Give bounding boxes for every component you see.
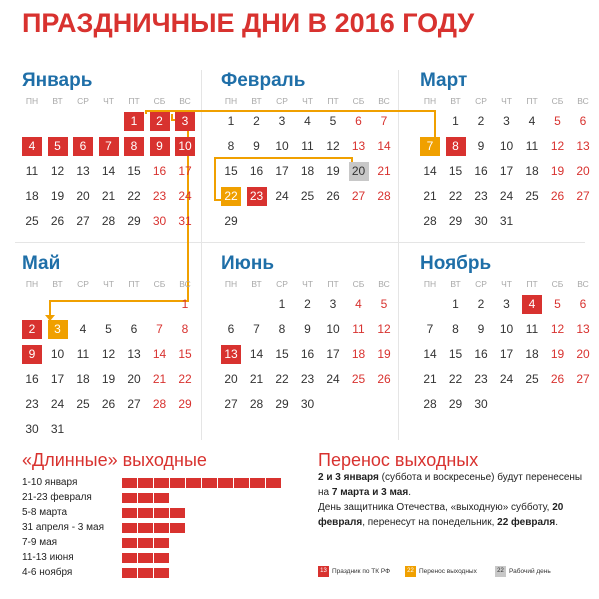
day-cell: 12 xyxy=(550,322,565,336)
weekday-label: ЧТ xyxy=(103,96,114,106)
day-cell: 24 xyxy=(326,372,340,386)
day-cell: 30 xyxy=(152,214,167,228)
day-cell: 3 xyxy=(329,297,337,311)
day-cell: 10 xyxy=(499,322,514,336)
day-cell: 5 xyxy=(105,322,112,336)
day-cell: 29 xyxy=(127,214,141,228)
day-cell: 2 xyxy=(304,297,311,311)
day-cell: 19 xyxy=(101,372,116,386)
day-cell: 12 xyxy=(50,164,65,178)
day-cell: 11 xyxy=(352,322,365,336)
weekday-label: ВТ xyxy=(450,279,461,289)
day-cell: 15 xyxy=(275,347,289,361)
day-cell: 28 xyxy=(377,189,391,203)
month-name: Февраль xyxy=(221,70,306,91)
day-cell: 1 xyxy=(452,297,459,311)
long-weekend-day-block xyxy=(122,478,137,488)
weekday-label: ВТ xyxy=(251,279,262,289)
day-cell: 17 xyxy=(50,372,65,386)
weekday-label: СБ xyxy=(352,96,365,106)
weekday-label: ПН xyxy=(25,279,39,289)
day-cell: 4 xyxy=(522,295,542,314)
long-weekend-day-block xyxy=(250,478,265,488)
day-cell: 21 xyxy=(377,164,391,178)
legend-text: Праздник по ТК РФ xyxy=(332,568,391,575)
day-cell: 22 xyxy=(275,372,289,386)
day-cell: 13 xyxy=(576,139,590,153)
day-cell: 15 xyxy=(448,347,463,361)
day-cell: 28 xyxy=(152,397,167,411)
long-weekend-label: 21-23 февраля xyxy=(22,492,92,503)
day-cell: 24 xyxy=(499,189,514,203)
day-cell: 27 xyxy=(576,372,590,386)
day-cell: 1 xyxy=(124,112,144,131)
weekday-label: ВТ xyxy=(450,96,461,106)
long-weekend-day-block xyxy=(122,493,137,503)
weekday-label: ВТ xyxy=(52,279,63,289)
long-weekends-title: «Длинные» выходные xyxy=(22,450,207,470)
day-cell: 15 xyxy=(448,164,463,178)
weekday-label: ПН xyxy=(25,96,39,106)
day-cell: 9 xyxy=(304,322,311,336)
day-cell: 8 xyxy=(452,322,459,336)
day-cell: 19 xyxy=(50,189,65,203)
day-cell: 18 xyxy=(525,164,539,178)
day-cell: 1 xyxy=(278,297,286,311)
day-cell: 12 xyxy=(550,139,565,153)
day-cell: 13 xyxy=(76,164,90,178)
long-weekend-day-block xyxy=(154,568,169,578)
day-cell: 2 xyxy=(253,114,260,128)
day-cell: 30 xyxy=(474,397,488,411)
transfer-title: Перенос выходных xyxy=(318,450,479,470)
transfer-text xyxy=(318,470,588,530)
day-cell: 24 xyxy=(499,372,514,386)
weekday-header xyxy=(221,96,390,108)
day-cell: 13 xyxy=(351,139,366,153)
weekday-label: СР xyxy=(475,96,487,106)
weekday-label: СБ xyxy=(352,279,365,289)
day-cell: 31 xyxy=(178,214,192,228)
weekday-label: ВТ xyxy=(52,96,63,106)
day-cell: 3 xyxy=(175,112,195,131)
day-cell: 28 xyxy=(249,397,264,411)
day-cell: 23 xyxy=(247,187,267,206)
day-cell: 13 xyxy=(127,347,141,361)
day-cell: 26 xyxy=(326,189,340,203)
day-cell: 26 xyxy=(550,189,565,203)
day-cell: 27 xyxy=(224,397,238,411)
month-name: Ноябрь xyxy=(420,253,492,274)
weekday-label: СБ xyxy=(153,279,166,289)
day-cell: 7 xyxy=(380,114,388,128)
weekday-label: ВС xyxy=(179,96,191,106)
day-cell: 31 xyxy=(50,422,65,436)
day-cell: 17 xyxy=(275,164,289,178)
day-cell: 15 xyxy=(127,164,141,178)
long-weekend-day-block xyxy=(138,508,153,518)
day-cell: 1 xyxy=(452,114,459,128)
day-cell: 23 xyxy=(152,189,167,203)
day-cell: 17 xyxy=(326,347,340,361)
day-cell: 18 xyxy=(300,164,315,178)
day-cell: 16 xyxy=(152,164,167,178)
day-cell: 29 xyxy=(448,397,463,411)
long-weekend-day-block xyxy=(122,553,137,563)
day-cell: 27 xyxy=(351,189,366,203)
day-cell: 6 xyxy=(355,114,362,128)
long-weekend-day-block xyxy=(154,493,169,503)
page-title: ПРАЗДНИЧНЫЕ ДНИ В 2016 ГОДУ xyxy=(22,8,475,38)
day-cell: 3 xyxy=(503,297,510,311)
day-cell: 9 xyxy=(477,139,485,153)
day-cell: 20 xyxy=(576,164,590,178)
day-cell: 25 xyxy=(351,372,366,386)
legend-swatch: 13 xyxy=(318,566,329,577)
day-cell: 29 xyxy=(448,214,463,228)
day-cell: 17 xyxy=(499,347,514,361)
long-weekend-label: 31 апреля - 3 мая xyxy=(22,522,104,533)
long-weekend-day-block xyxy=(186,478,201,488)
day-cell: 27 xyxy=(76,214,90,228)
day-cell: 12 xyxy=(377,322,391,336)
day-cell: 28 xyxy=(423,397,437,411)
weekday-header xyxy=(22,279,191,291)
day-cell: 7 xyxy=(426,322,434,336)
day-cell: 26 xyxy=(377,372,391,386)
long-weekend-day-block xyxy=(234,478,249,488)
day-cell: 8 xyxy=(181,322,189,336)
day-cell: 25 xyxy=(76,397,90,411)
day-cell: 14 xyxy=(152,347,167,361)
day-cell: 21 xyxy=(249,372,264,386)
day-cell: 6 xyxy=(579,297,587,311)
legend-text: Рабочий день xyxy=(509,568,551,575)
day-cell: 1 xyxy=(227,114,235,128)
day-cell: 5 xyxy=(554,297,561,311)
weekday-header xyxy=(22,96,191,108)
day-cell: 20 xyxy=(127,372,141,386)
day-cell: 29 xyxy=(178,397,192,411)
transfer-paragraph-1: 2 и 3 января (суббота и воскресенье) будут перенесены на 7 марта и 3 мая. xyxy=(318,472,583,498)
day-cell: 10 xyxy=(275,139,289,153)
day-cell: 5 xyxy=(48,137,68,156)
day-cell: 2 xyxy=(477,297,485,311)
day-cell: 14 xyxy=(423,347,437,361)
long-weekend-day-block xyxy=(138,478,153,488)
day-cell: 26 xyxy=(50,214,65,228)
weekday-label: ПТ xyxy=(526,279,538,289)
day-cell: 9 xyxy=(150,137,170,156)
day-cell: 28 xyxy=(101,214,116,228)
weekday-label: ЧТ xyxy=(103,279,114,289)
day-cell: 19 xyxy=(326,164,340,178)
day-cell: 2 xyxy=(477,114,485,128)
day-cell: 21 xyxy=(423,372,437,386)
day-cell: 9 xyxy=(22,345,42,364)
month-name: Январь xyxy=(22,70,93,91)
long-weekend-day-block xyxy=(138,493,153,503)
long-weekend-day-block xyxy=(122,538,137,548)
legend-text: Перенос выходных xyxy=(419,568,477,575)
weekday-label: ВС xyxy=(577,96,589,106)
day-cell: 12 xyxy=(326,139,340,153)
day-cell: 18 xyxy=(76,372,90,386)
day-cell: 21 xyxy=(101,189,116,203)
weekday-label: ЧТ xyxy=(302,96,313,106)
day-cell: 6 xyxy=(130,322,138,336)
weekday-header xyxy=(420,279,589,291)
long-weekend-day-block xyxy=(154,478,169,488)
long-weekend-day-block xyxy=(154,523,169,533)
month-name: Май xyxy=(22,253,61,274)
long-weekend-day-block xyxy=(122,523,137,533)
weekday-label: СР xyxy=(276,96,288,106)
weekday-label: СР xyxy=(77,279,89,289)
weekday-label: ВС xyxy=(378,279,390,289)
day-cell: 30 xyxy=(300,397,315,411)
day-cell: 17 xyxy=(499,164,514,178)
day-cell: 24 xyxy=(275,189,289,203)
day-cell: 19 xyxy=(550,164,565,178)
day-cell: 25 xyxy=(525,372,539,386)
day-cell: 11 xyxy=(525,322,539,336)
day-cell: 11 xyxy=(76,347,90,361)
day-cell: 30 xyxy=(474,214,488,228)
day-cell: 25 xyxy=(525,189,539,203)
weekday-label: СР xyxy=(77,96,89,106)
day-cell: 20 xyxy=(76,189,90,203)
day-cell: 29 xyxy=(224,214,238,228)
day-cell: 24 xyxy=(50,397,65,411)
weekday-label: СБ xyxy=(551,279,564,289)
day-cell: 8 xyxy=(278,322,286,336)
day-cell: 14 xyxy=(377,139,391,153)
day-cell: 10 xyxy=(50,347,65,361)
long-weekend-day-block xyxy=(138,538,153,548)
day-cell: 23 xyxy=(474,372,488,386)
day-cell: 2 xyxy=(22,320,42,339)
weekday-label: ВС xyxy=(179,279,191,289)
day-cell: 27 xyxy=(127,397,141,411)
long-weekend-label: 1-10 января xyxy=(22,477,78,488)
day-cell: 18 xyxy=(25,189,39,203)
long-weekend-day-block xyxy=(266,478,281,488)
long-weekend-day-block xyxy=(218,478,233,488)
long-weekend-day-block xyxy=(154,553,169,563)
day-cell: 4 xyxy=(304,114,311,128)
long-weekend-day-block xyxy=(170,508,185,518)
day-cell: 24 xyxy=(178,189,192,203)
long-weekend-day-block xyxy=(154,538,169,548)
long-weekend-label: 5-8 марта xyxy=(22,507,68,518)
day-cell: 16 xyxy=(25,372,39,386)
weekday-label: ВС xyxy=(577,279,589,289)
day-cell: 20 xyxy=(576,347,590,361)
weekday-label: ПТ xyxy=(128,279,140,289)
day-cell: 25 xyxy=(25,214,39,228)
weekday-label: СР xyxy=(475,279,487,289)
day-cell: 28 xyxy=(423,214,437,228)
day-cell: 4 xyxy=(355,297,362,311)
day-cell: 14 xyxy=(249,347,264,361)
weekday-label: ПН xyxy=(224,96,238,106)
day-cell: 29 xyxy=(275,397,289,411)
weekday-label: СБ xyxy=(153,96,166,106)
day-cell: 23 xyxy=(25,397,39,411)
day-cell: 3 xyxy=(278,114,286,128)
long-weekend-day-block xyxy=(170,523,185,533)
weekday-label: ПН xyxy=(224,279,238,289)
long-weekend-day-block xyxy=(138,568,153,578)
day-cell: 7 xyxy=(99,137,119,156)
long-weekend-day-block xyxy=(138,553,153,563)
long-weekend-day-block xyxy=(202,478,217,488)
weekday-label: ПТ xyxy=(327,96,339,106)
long-weekend-day-block xyxy=(138,523,153,533)
legend-swatch: 22 xyxy=(495,566,506,577)
month-name: Март xyxy=(420,70,468,91)
day-cell: 15 xyxy=(178,347,192,361)
day-cell: 26 xyxy=(550,372,565,386)
day-cell: 10 xyxy=(499,139,514,153)
day-cell: 8 xyxy=(446,137,466,156)
transfer-paragraph-2: День защитника Отечества, «выходную» субботу, 20 февраля, перенесут на понедельник, 22 февраля. xyxy=(318,502,564,528)
day-cell: 13 xyxy=(576,322,590,336)
month-name: Июнь xyxy=(221,253,275,274)
weekday-label: ВТ xyxy=(251,96,262,106)
day-cell: 30 xyxy=(25,422,39,436)
long-weekend-day-block xyxy=(170,478,185,488)
day-cell: 21 xyxy=(152,372,167,386)
day-cell: 6 xyxy=(579,114,587,128)
weekday-label: ПТ xyxy=(526,96,538,106)
day-cell: 10 xyxy=(175,137,195,156)
day-cell: 19 xyxy=(550,347,565,361)
weekday-label: ПН xyxy=(423,279,437,289)
day-cell: 19 xyxy=(377,347,391,361)
day-cell: 1 xyxy=(181,297,189,311)
day-cell: 16 xyxy=(474,164,488,178)
day-cell: 18 xyxy=(525,347,539,361)
day-cell: 20 xyxy=(224,372,238,386)
day-cell: 11 xyxy=(301,139,314,153)
day-cell: 31 xyxy=(499,214,514,228)
day-cell: 11 xyxy=(25,164,39,178)
weekday-label: ЧТ xyxy=(302,279,313,289)
day-cell: 6 xyxy=(227,322,235,336)
day-cell: 22 xyxy=(127,189,141,203)
day-cell: 25 xyxy=(300,189,315,203)
day-cell: 9 xyxy=(253,139,260,153)
day-cell: 5 xyxy=(554,114,561,128)
day-cell: 12 xyxy=(101,347,116,361)
day-cell: 11 xyxy=(525,139,539,153)
long-weekend-day-block xyxy=(154,508,169,518)
weekday-label: СР xyxy=(276,279,288,289)
day-cell: 7 xyxy=(156,322,163,336)
day-cell: 2 xyxy=(150,112,170,131)
day-cell: 22 xyxy=(448,189,463,203)
day-cell: 7 xyxy=(420,137,440,156)
day-cell: 8 xyxy=(227,139,235,153)
day-cell: 3 xyxy=(48,320,68,339)
day-cell: 5 xyxy=(329,114,337,128)
long-weekend-day-block xyxy=(122,508,137,518)
day-cell: 14 xyxy=(423,164,437,178)
day-cell: 3 xyxy=(503,114,510,128)
day-cell: 22 xyxy=(448,372,463,386)
weekday-header xyxy=(420,96,589,108)
weekday-label: ПТ xyxy=(327,279,339,289)
day-cell: 16 xyxy=(249,164,264,178)
day-cell: 10 xyxy=(326,322,340,336)
day-cell: 17 xyxy=(178,164,192,178)
day-cell: 14 xyxy=(101,164,116,178)
weekday-label: ВС xyxy=(378,96,390,106)
weekday-label: ПТ xyxy=(128,96,140,106)
day-cell: 26 xyxy=(101,397,116,411)
long-weekend-label: 7-9 мая xyxy=(22,537,58,548)
weekday-label: ЧТ xyxy=(501,96,512,106)
day-cell: 16 xyxy=(474,347,488,361)
weekday-header xyxy=(221,279,390,291)
legend-swatch: 22 xyxy=(405,566,416,577)
day-cell: 4 xyxy=(22,137,42,156)
day-cell: 9 xyxy=(477,322,485,336)
day-cell: 16 xyxy=(300,347,315,361)
day-cell: 5 xyxy=(380,297,388,311)
day-cell: 18 xyxy=(351,347,366,361)
weekday-label: ЧТ xyxy=(501,279,512,289)
long-weekend-label: 4-6 ноября xyxy=(22,567,73,578)
day-cell: 21 xyxy=(423,189,437,203)
day-cell: 6 xyxy=(73,137,93,156)
long-weekend-label: 11-13 июня xyxy=(22,552,74,563)
weekday-label: ПН xyxy=(423,96,437,106)
day-cell: 15 xyxy=(224,164,238,178)
weekday-label: СБ xyxy=(551,96,564,106)
day-cell: 4 xyxy=(79,322,87,336)
day-cell: 23 xyxy=(474,189,488,203)
long-weekend-day-block xyxy=(122,568,137,578)
day-cell: 4 xyxy=(528,114,536,128)
day-cell: 22 xyxy=(178,372,192,386)
day-cell: 27 xyxy=(576,189,590,203)
day-cell: 8 xyxy=(124,137,144,156)
day-cell: 7 xyxy=(253,322,260,336)
day-cell: 13 xyxy=(221,345,241,364)
day-cell: 23 xyxy=(300,372,315,386)
day-cell: 20 xyxy=(349,162,369,181)
day-cell: 22 xyxy=(221,187,241,206)
